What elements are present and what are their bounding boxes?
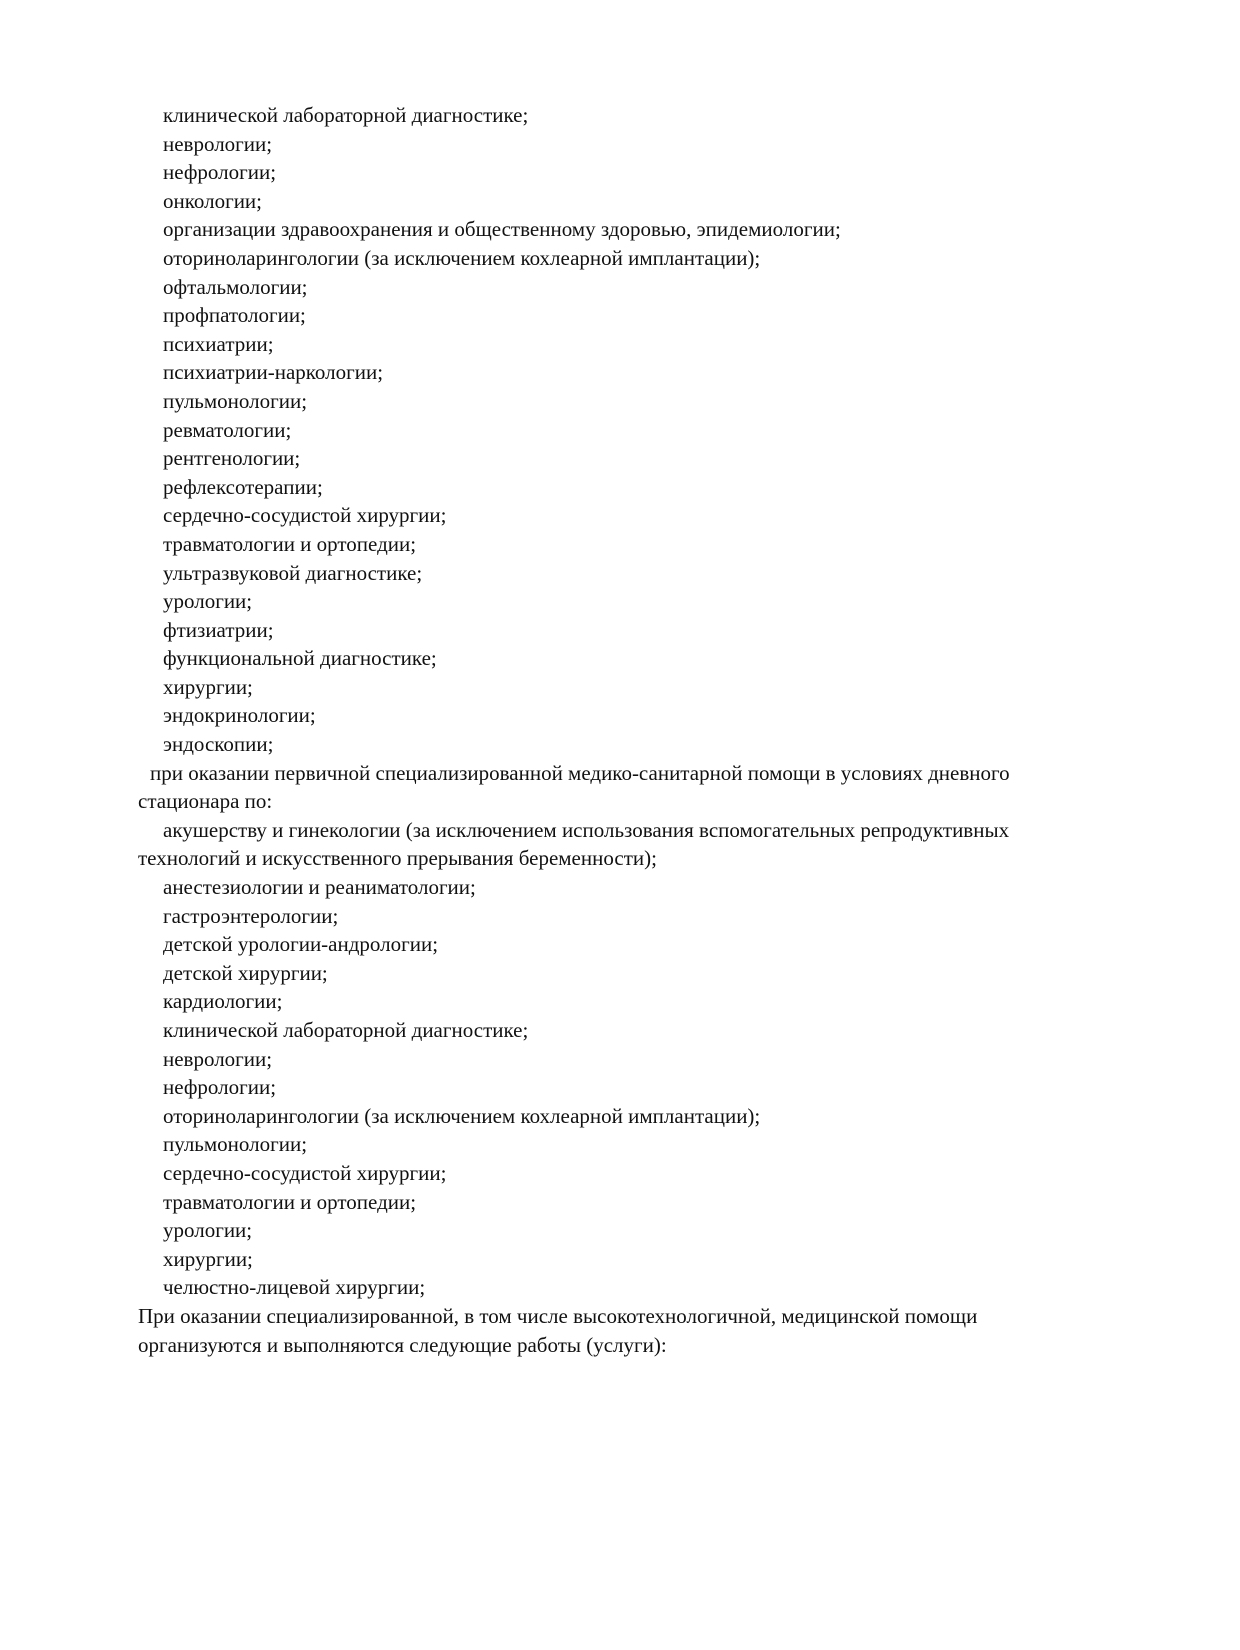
list-item: хирургии; (163, 674, 253, 699)
specialty-list-outpatient (138, 101, 1123, 759)
closing-paragraph-line-1: При оказании специализированной, в том числе высокотехнологичной, медицинской помощи (138, 1303, 978, 1328)
list-item-obstetrics-line-1: акушерству и гинекологии (за исключением использования вспомогательных репродуктивных (163, 817, 1010, 842)
list-item: гастроэнтерологии; (163, 903, 339, 928)
document-page (138, 101, 1123, 1359)
list-item: оториноларингологии (за исключением кохлеарной имплантации); (163, 245, 761, 270)
list-item: эндокринологии; (163, 703, 316, 728)
list-item: неврологии; (163, 131, 273, 156)
list-item: нефрологии; (163, 160, 277, 185)
list-item: фтизиатрии; (163, 617, 274, 642)
list-item: пульмонологии; (163, 388, 308, 413)
list-item: неврологии; (163, 1046, 273, 1071)
list-item-obstetrics-line-2: технологий и искусственного прерывания беременности); (138, 846, 657, 871)
list-item: сердечно-сосудистой хирургии; (163, 1160, 447, 1185)
list-item: кардиологии; (163, 989, 283, 1014)
list-item: клинической лабораторной диагностике; (163, 103, 529, 127)
list-item: онкологии; (163, 188, 263, 213)
section-intro-line-2: стационара по: (138, 789, 273, 814)
list-item: организации здравоохранения и общественному здоровью, эпидемиологии; (163, 217, 841, 242)
section-intro-line-1: при оказании первичной специализированной медико-санитарной помощи в условиях дневного (150, 760, 1010, 785)
specialty-list-day-hospital (138, 873, 1123, 1302)
list-item: ревматологии; (163, 417, 292, 442)
list-item: функциональной диагностике; (163, 646, 437, 671)
list-item: анестезиологии и реаниматологии; (163, 875, 476, 900)
list-item: психиатрии; (163, 331, 274, 356)
list-item: рентгенологии; (163, 446, 301, 471)
list-item: офтальмологии; (163, 274, 308, 299)
list-item: ультразвуковой диагностике; (163, 560, 423, 585)
list-item: профпатологии; (163, 303, 306, 328)
list-item: рефлексотерапии; (163, 474, 323, 499)
list-item: клинической лабораторной диагностике; (163, 1018, 529, 1042)
list-item: детской хирургии; (163, 960, 328, 985)
list-item: урологии; (163, 1218, 253, 1243)
list-item: детской урологии-андрологии; (163, 932, 439, 957)
list-item: сердечно-сосудистой хирургии; (163, 503, 447, 528)
list-item: эндоскопии; (163, 732, 274, 757)
list-item: нефрологии; (163, 1075, 277, 1100)
list-item: хирургии; (163, 1246, 253, 1271)
closing-paragraph-line-2: организуются и выполняются следующие работы (услуги): (138, 1332, 667, 1357)
list-item: оториноларингологии (за исключением кохлеарной имплантации); (163, 1103, 761, 1128)
list-item: психиатрии-наркологии; (163, 360, 384, 385)
list-item: травматологии и ортопедии; (163, 531, 417, 556)
list-item: урологии; (163, 589, 253, 614)
list-item: пульмонологии; (163, 1132, 308, 1157)
list-item: челюстно-лицевой хирургии; (163, 1275, 426, 1300)
list-item: травматологии и ортопедии; (163, 1189, 417, 1214)
